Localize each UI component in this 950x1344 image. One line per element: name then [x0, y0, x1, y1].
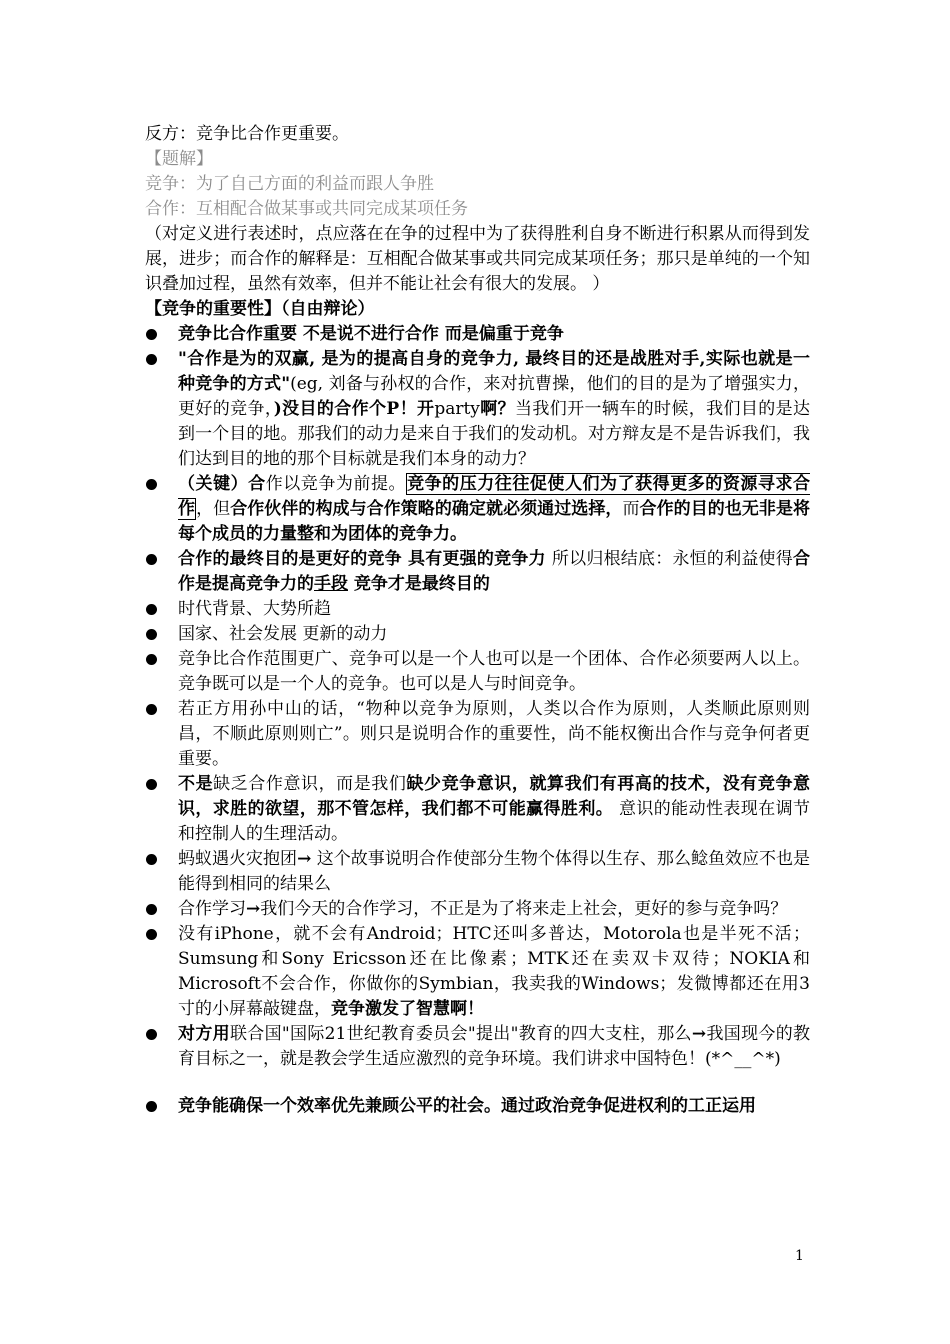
document-body: [145, 122, 810, 1119]
list-item: [145, 1094, 810, 1119]
bullet-text: 联合国"国际21世纪教育委员会"提出"教育的四大支柱，那么: [229, 1024, 692, 1044]
list-item: [145, 772, 810, 847]
arrow-icon: →: [691, 1024, 707, 1044]
bullet-icon: [146, 929, 157, 940]
stance-line: 反方：竞争比合作更重要。: [145, 124, 349, 144]
bullet-text: 所以归根结底：永恒的利益使得: [551, 549, 793, 569]
list-item: [145, 647, 810, 697]
bullet-text: ，但: [196, 499, 231, 519]
bullet-icon: [146, 654, 157, 665]
bullet-text: 竞争比合作范围更广、竞争可以是一个人也可以是一个团体、合作必须要两人以上。竞争既可以是一个人的竞争。也可以是人与时间竞争。: [178, 649, 810, 694]
bullet-text-bold: "合作是为的双赢, 是为的提高自身的竞争力, 最终目的还是战胜对手,实际也就是一种竞争的方式": [178, 349, 810, 394]
list-item: [145, 1022, 810, 1072]
bullet-icon: [146, 1101, 157, 1112]
bullet-icon: [146, 554, 157, 565]
list-item: [145, 322, 810, 347]
bullet-text: 我们今天的合作学习，不正是为了将来走上社会，更好的参与竞争吗？: [260, 899, 788, 919]
list-item: [145, 597, 810, 622]
bullet-text: 作以竞争为前提。: [265, 474, 407, 494]
bullet-text: 意识的能动性表现在调节和控制人的生理活动。: [178, 799, 811, 844]
bullet-text: party: [434, 399, 480, 419]
bullet-text-bold: 不是: [178, 774, 214, 794]
definition-competition: 竞争：为了自己方面的利益而跟人争胜: [145, 174, 434, 194]
blank-line: [145, 1072, 810, 1094]
bullet-text-bold: （关键）合: [178, 474, 266, 494]
bullet-icon: [146, 779, 157, 790]
bullet-text-bold: )没目的合作个P！开: [273, 399, 435, 419]
section-heading: 【竞争的重要性】（自由辩论）: [145, 299, 375, 319]
bullet-text-bold: 合作的最终目的是更好的竞争 具有更强的竞争力: [178, 549, 552, 569]
arrow-icon: →: [297, 849, 312, 869]
bullet-icon: [146, 1029, 157, 1040]
page-number: 1: [795, 1248, 804, 1264]
tijie-label: 【题解】: [145, 149, 213, 169]
list-item: [145, 847, 810, 897]
bullet-text: 这个故事说明合作使部分生物个体得以生存、那么鲶鱼效应不也是能得到相同的结果么: [178, 849, 811, 894]
bullet-text-bold: 合作伙伴的构成与合作策略的确定就必须通过选择，: [230, 499, 623, 519]
bullet-icon: [146, 629, 157, 640]
underlined-text: 手段: [314, 574, 348, 594]
bullet-text-bold: 合作的目的也无非是将每个成员的力量整和为团体的竞争力。: [178, 499, 811, 544]
bullet-icon: [146, 904, 157, 915]
bullet-text-bold: 对方用: [178, 1024, 230, 1044]
list-item: [145, 472, 810, 547]
bullet-text: 竞争比合作重要 不是说不进行合作 而是偏重于竞争: [178, 324, 564, 344]
bullet-text-bold: 竞争激发了智慧啊！: [331, 999, 484, 1019]
bullet-text-bold: 缺少竞争意识，就算我们有再高的技术，没有竞争意识，求胜的欲望，那不管怎样，我们都不可能赢得胜利。: [178, 774, 811, 819]
bullet-text: 时代背景、大势所趋: [178, 599, 331, 619]
list-item: [145, 897, 810, 922]
boxed-highlight: 竞争的压力往往促使人们为了获得更多的资源寻求合作: [178, 474, 811, 519]
bullet-text: 国家、社会发展 更新的动力: [178, 624, 388, 644]
bullet-icon: [146, 354, 157, 365]
definition-cooperation: 合作：互相配合做某事或共同完成某项任务: [145, 199, 468, 219]
definition-note: （对定义进行表述时，点应落在在争的过程中为了获得胜利自身不断进行积累从而得到发展，进步；而合作的解释是：互相配合做某事或共同完成某项任务；那只是单纯的一个知识叠加过程，虽然有效率，但并不能让社会有很大的发展。 ）: [145, 224, 810, 294]
argument-list: [145, 322, 810, 1119]
bullet-text-bold: 合作是提高竞争力的: [178, 549, 810, 594]
bullet-icon: [146, 704, 157, 715]
bullet-text: 我国现今的教育目标之一，就是教会学生适应激烈的竞争环境。我们讲求中国特色！(*^__^*): [178, 1024, 811, 1069]
bullet-icon: [146, 479, 157, 490]
bullet-text: 而: [622, 499, 640, 519]
list-item: [145, 547, 810, 597]
list-item: [145, 347, 810, 472]
arrow-icon: →: [246, 899, 261, 919]
bullet-icon: [146, 329, 157, 340]
list-item: [145, 697, 810, 772]
bullet-text: 合作学习: [178, 899, 246, 919]
bullet-text: 缺乏合作意识，而是我们: [213, 774, 407, 794]
list-item: [145, 922, 810, 1022]
bullet-text: 没有iPhone，就不会有Android；HTC还叫多普达，Motorola也是半死不活；Sumsung和Sony Ericsson还在比像素；MTK还在卖双卡双待；NOKIA和Microsoft不会合作，你做你的Symbian，我卖我的Windows；发微博都还在用3寸的小屏幕敲键盘，: [178, 924, 810, 1019]
bullet-text-bold: 竞争能确保一个效率优先兼顾公平的社会。通过政治竞争促进权利的工正运用: [178, 1096, 756, 1116]
bullet-text-bold: 竞争才是最终目的: [348, 574, 490, 594]
bullet-text-bold: 啊？: [479, 399, 516, 419]
bullet-icon: [146, 604, 157, 615]
bullet-icon: [146, 854, 157, 865]
bullet-text: 当我们开一辆车的时候，我们目的是达到一个目的地。那我们的动力是来自于我们的发动机。对方辩友是不是告诉我们，我们达到目的地的那个目标就是我们本身的动力？: [178, 399, 811, 469]
list-item: [145, 622, 810, 647]
bullet-text: 蚂蚁遇火灾抱团: [178, 849, 298, 869]
bullet-text: 若正方用孙中山的话，“物种以竞争为原则，人类以合作为原则，人类顺此原则则昌，不顺此原则则亡”。则只是说明合作的重要性，尚不能权衡出合作与竞争何者更重要。: [178, 699, 810, 769]
bullet-text: (eg, 刘备与孙权的合作，来对抗曹操，他们的目的是为了增强实力，更好的竞争，: [178, 374, 811, 419]
